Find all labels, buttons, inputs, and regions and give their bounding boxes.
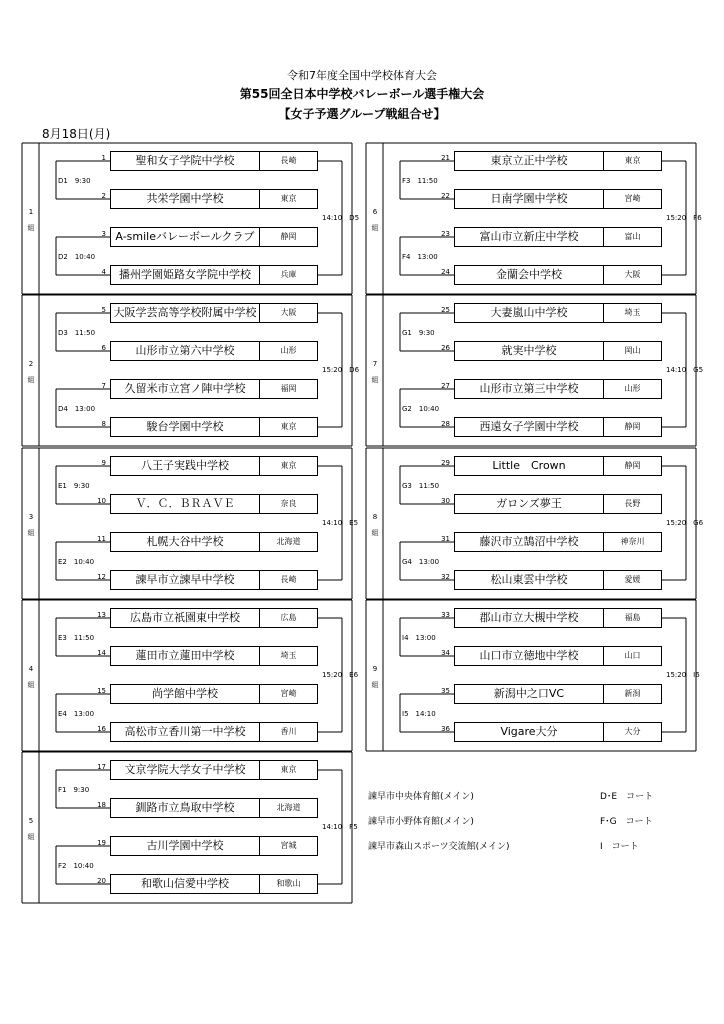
team-entry [454,151,662,171]
team-entry [110,570,318,590]
team-name: Ｖ．Ｃ．ＢＲＡＶＥ [111,495,260,513]
team-seed-number: 1 [101,154,106,162]
team-name: Vigare大分 [455,723,604,741]
match-1-label: G1 9:30 [402,329,435,337]
venue-2-name: 諫早市小野体育館(メイン) [368,817,474,827]
team-name: 釧路市立鳥取中学校 [111,799,260,817]
match-date: 8月18日(月) [42,127,111,141]
team-entry [454,684,662,704]
team-name: 播州学園姫路女学院中学校 [111,266,260,284]
team-prefecture: 東京 [280,765,297,774]
team-prefecture: 福島 [624,613,641,622]
team-name: 古川学園中学校 [111,837,260,855]
team-name: 西遠女子学園中学校 [455,418,604,436]
team-name: 松山東雲中学校 [455,571,604,589]
group-number: 9 [372,665,378,673]
team-name: 東京立正中学校 [455,152,604,170]
team-prefecture: 山口 [624,651,641,660]
team-name: 広島市立祇園東中学校 [111,609,260,627]
group-suffix: 組 [371,376,379,384]
venue-1-name: 諫早市中央体育館(メイン) [368,792,474,802]
team-seed-number: 14 [97,649,106,657]
team-prefecture: 富山 [624,232,641,241]
match-1-label: G3 11:50 [402,482,440,490]
team-entry [110,798,318,818]
team-name: 駿台学園中学校 [111,418,260,436]
final-match-label: 15:20 D6 [322,366,360,374]
team-prefecture: 長崎 [280,156,297,165]
team-seed-number: 11 [97,535,106,543]
team-entry [454,189,662,209]
group-number: 2 [28,360,34,368]
team-entry [110,227,318,247]
match-2-label: I5 14:10 [402,710,436,718]
team-seed-number: 30 [441,497,450,505]
match-2-label: D2 10:40 [58,253,96,261]
team-name: 蓮田市立蓮田中学校 [111,647,260,665]
team-seed-number: 16 [97,725,106,733]
team-seed-number: 18 [97,801,106,809]
group-suffix: 組 [27,681,35,689]
final-match-label: 15:20 F6 [666,214,702,222]
team-seed-number: 23 [441,230,450,238]
team-prefecture: 山形 [280,346,297,355]
match-2-label: G4 13:00 [402,558,440,566]
team-prefecture: 東京 [280,422,297,431]
team-entry [110,303,318,323]
match-2-label: E2 10:40 [58,558,95,566]
group-suffix: 組 [371,529,379,537]
championship-title: 第55回全日本中学校バレーボール選手権大会 [239,87,485,101]
team-entry [454,608,662,628]
team-prefecture: 宮崎 [280,689,297,698]
match-2-label: E4 13:00 [58,710,95,718]
team-seed-number: 13 [97,611,106,619]
team-entry [110,874,318,894]
team-seed-number: 36 [441,725,450,733]
team-name: 富山市立新庄中学校 [455,228,604,246]
match-1-label: F1 9:30 [58,786,90,794]
team-seed-number: 3 [101,230,106,238]
team-prefecture: 和歌山 [276,879,301,888]
match-1-label: D1 9:30 [58,177,91,185]
team-entry [110,722,318,742]
team-seed-number: 35 [441,687,450,695]
team-seed-number: 19 [97,839,106,847]
final-match-label: 14:10 G5 [666,366,704,374]
venue-1-court: D･E コート [600,792,654,802]
group-suffix: 組 [371,224,379,232]
team-name: 和歌山信愛中学校 [111,875,260,893]
team-seed-number: 32 [441,573,450,581]
group-number: 6 [372,208,378,216]
team-seed-number: 25 [441,306,450,314]
team-name: 尚学館中学校 [111,685,260,703]
team-seed-number: 27 [441,382,450,390]
team-prefecture: 奈良 [280,499,297,508]
final-match-label: 14:10 E5 [322,519,359,527]
team-entry [110,189,318,209]
team-prefecture: 埼玉 [280,651,297,660]
team-seed-number: 20 [97,877,106,885]
team-entry [110,417,318,437]
match-1-label: F3 11:50 [402,177,438,185]
team-entry [110,532,318,552]
team-prefecture: 東京 [280,461,297,470]
team-entry [454,494,662,514]
team-entry [454,227,662,247]
team-seed-number: 17 [97,763,106,771]
team-name: 諫早市立諫早中学校 [111,571,260,589]
section-title: 【女子予選グループ戦組合せ】 [278,107,446,121]
final-match-label: 14:10 F5 [322,823,358,831]
team-seed-number: 24 [441,268,450,276]
final-match-label: 15:20 E6 [322,671,359,679]
team-prefecture: 静岡 [280,232,297,241]
team-name: 郡山市立大槻中学校 [455,609,604,627]
team-prefecture: 北海道 [276,537,301,546]
team-name: 文京学院大学女子中学校 [111,761,260,779]
team-prefecture: 東京 [280,194,297,203]
team-prefecture: 兵庫 [280,270,297,279]
team-prefecture: 宮城 [280,841,297,850]
team-name: 共栄学園中学校 [111,190,260,208]
team-entry [454,570,662,590]
team-entry [454,722,662,742]
team-name: 就実中学校 [455,342,604,360]
team-prefecture: 新潟 [624,689,641,698]
team-prefecture: 埼玉 [624,308,641,317]
team-name: 藤沢市立鵠沼中学校 [455,533,604,551]
match-2-label: D4 13:00 [58,405,96,413]
group-suffix: 組 [27,529,35,537]
team-entry [110,341,318,361]
team-entry [110,265,318,285]
team-name: 高松市立香川第一中学校 [111,723,260,741]
team-prefecture: 香川 [280,727,297,736]
team-seed-number: 29 [441,459,450,467]
team-seed-number: 2 [101,192,106,200]
team-entry [110,684,318,704]
team-entry [110,494,318,514]
team-name: 金蘭会中学校 [455,266,604,284]
team-seed-number: 4 [101,268,106,276]
team-prefecture: 愛媛 [624,575,641,584]
team-entry [454,341,662,361]
team-name: 日南学園中学校 [455,190,604,208]
team-name: 山形市立第六中学校 [111,342,260,360]
team-prefecture: 神奈川 [620,537,645,546]
event-title: 令和7年度全国中学校体育大会 [287,69,437,82]
team-seed-number: 31 [441,535,450,543]
final-match-label: 14:10 D5 [322,214,360,222]
team-name: A-smileバレーボールクラブ [111,228,260,246]
team-name: 大阪学芸高等学校附属中学校 [111,304,260,322]
team-name: ガロンズ夢王 [455,495,604,513]
team-seed-number: 10 [97,497,106,505]
venue-3-name: 諫早市森山スポーツ交流館(メイン) [368,842,510,852]
team-seed-number: 26 [441,344,450,352]
team-entry [454,532,662,552]
team-name: 新潟中之口VC [455,685,604,703]
team-prefecture: 宮崎 [624,194,641,203]
team-name: 聖和女子学院中学校 [111,152,260,170]
team-name: 八王子実践中学校 [111,457,260,475]
team-seed-number: 5 [101,306,106,314]
venue-3-court: I コート [600,842,639,852]
team-seed-number: 33 [441,611,450,619]
team-entry [454,379,662,399]
match-2-label: F2 10:40 [58,862,94,870]
team-prefecture: 山形 [624,384,641,393]
team-seed-number: 28 [441,420,450,428]
group-number: 5 [28,817,34,825]
team-seed-number: 9 [101,459,106,467]
team-name: 久留米市立宮ノ陣中学校 [111,380,260,398]
match-1-label: I4 13:00 [402,634,436,642]
team-prefecture: 大分 [624,727,641,736]
group-number: 8 [372,513,378,521]
team-name: 大妻嵐山中学校 [455,304,604,322]
match-2-label: F4 13:00 [402,253,438,261]
team-seed-number: 21 [441,154,450,162]
team-seed-number: 12 [97,573,106,581]
team-seed-number: 22 [441,192,450,200]
team-seed-number: 7 [101,382,106,390]
team-name: Little Crown [455,457,604,475]
team-entry [110,646,318,666]
team-prefecture: 岡山 [624,346,641,355]
team-prefecture: 広島 [280,613,297,622]
group-number: 3 [28,513,34,521]
team-prefecture: 大阪 [280,308,297,317]
team-seed-number: 6 [101,344,106,352]
team-entry [110,836,318,856]
match-2-label: G2 10:40 [402,405,440,413]
team-entry [110,456,318,476]
team-prefecture: 静岡 [624,422,641,431]
team-entry [454,646,662,666]
team-seed-number: 34 [441,649,450,657]
group-suffix: 組 [27,833,35,841]
team-entry [110,608,318,628]
group-suffix: 組 [27,224,35,232]
team-prefecture: 大阪 [624,270,641,279]
group-number: 1 [28,208,34,216]
team-entry [454,417,662,437]
team-prefecture: 東京 [624,156,641,165]
final-match-label: 15:20 G6 [666,519,704,527]
team-entry [110,379,318,399]
venue-2-court: F･G コート [600,817,653,827]
match-1-label: E3 11:50 [58,634,95,642]
team-entry [454,456,662,476]
final-match-label: 15:20 I6 [666,671,700,679]
team-prefecture: 福岡 [280,384,297,393]
team-seed-number: 15 [97,687,106,695]
group-number: 7 [372,360,378,368]
match-1-label: E1 9:30 [58,482,90,490]
team-prefecture: 長崎 [280,575,297,584]
team-entry [110,760,318,780]
team-name: 山口市立徳地中学校 [455,647,604,665]
team-name: 山形市立第三中学校 [455,380,604,398]
team-entry [110,151,318,171]
team-name: 札幌大谷中学校 [111,533,260,551]
team-entry [454,265,662,285]
team-prefecture: 長野 [624,499,641,508]
match-1-label: D3 11:50 [58,329,96,337]
team-prefecture: 静岡 [624,461,641,470]
team-prefecture: 北海道 [276,803,301,812]
group-number: 4 [28,665,34,673]
team-seed-number: 8 [101,420,106,428]
group-suffix: 組 [27,376,35,384]
group-suffix: 組 [371,681,379,689]
team-entry [454,303,662,323]
